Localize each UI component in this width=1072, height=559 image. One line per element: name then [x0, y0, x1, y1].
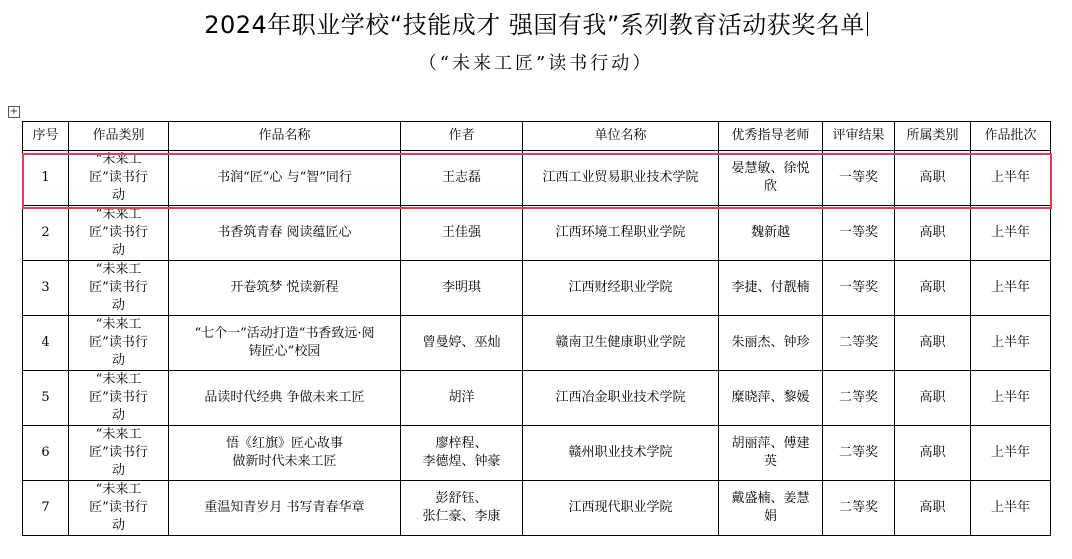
- cell-teacher: [719, 206, 823, 261]
- cell-author-line: 廖梓程、: [435, 436, 488, 451]
- cell-batch: 上半年: [971, 426, 1051, 481]
- header-cell: 评审结果: [823, 122, 895, 151]
- cell-teacher-line: 娟: [763, 509, 777, 524]
- cell-number: 3: [23, 261, 69, 316]
- table-row: [23, 371, 1051, 426]
- cell-author-line: 张仁豪、李康: [422, 509, 501, 524]
- cell-author: [401, 426, 523, 481]
- cell-author-line: 曾曼婷、巫灿: [422, 335, 501, 350]
- document-title: [0, 8, 1072, 42]
- cell-author-line: 彭舒钰、: [435, 491, 488, 506]
- cell-batch: 上半年: [971, 151, 1051, 206]
- cell-work-title: [169, 151, 401, 206]
- header-cell: 作品类别: [69, 122, 169, 151]
- cell-work-title-line: 铸匠心”校园: [248, 344, 321, 359]
- cell-unit: 江西工业贸易职业技术学院: [523, 151, 719, 206]
- cell-category-line: 动: [111, 243, 125, 258]
- cell-teacher-line: 朱丽杰、钟珍: [731, 335, 810, 350]
- table-row: [23, 206, 1051, 261]
- cell-category-line: 动: [111, 298, 125, 313]
- cell-teacher-line: 糜晓萍、黎媛: [731, 390, 810, 405]
- cell-batch: 上半年: [971, 316, 1051, 371]
- cell-number: 4: [23, 316, 69, 371]
- header-cell: 所属类别: [895, 122, 971, 151]
- cell-category: [69, 261, 169, 316]
- cell-category-line: “未来工: [95, 207, 142, 222]
- table-row: [23, 481, 1051, 536]
- cell-category: [69, 481, 169, 536]
- cell-result: 二等奖: [823, 371, 895, 426]
- cell-category-line: “未来工: [95, 262, 142, 277]
- cell-author-line: 胡洋: [448, 390, 475, 405]
- cell-author: [401, 261, 523, 316]
- cell-category-line: 动: [111, 408, 125, 423]
- table-row: [23, 426, 1051, 481]
- cell-batch: 上半年: [971, 206, 1051, 261]
- cell-work-title: [169, 371, 401, 426]
- cell-category-line: “未来工: [95, 152, 142, 167]
- cell-result: 一等奖: [823, 261, 895, 316]
- cell-unit: 江西冶金职业技术学院: [523, 371, 719, 426]
- table-row: [23, 316, 1051, 371]
- cell-number: 2: [23, 206, 69, 261]
- cell-work-title-line: 书香筑青春 阅读蕴匠心: [217, 225, 352, 240]
- cell-work-title: [169, 316, 401, 371]
- cell-category-line: 动: [111, 353, 125, 368]
- cell-work-title: [169, 261, 401, 316]
- cell-author-line: 李德煌、钟豪: [422, 454, 501, 469]
- table-row: [23, 261, 1051, 316]
- cell-type: 高职: [895, 206, 971, 261]
- header-cell: 作品名称: [169, 122, 401, 151]
- cell-teacher: [719, 481, 823, 536]
- cell-work-title-line: 重温知青岁月 书写青春华章: [204, 500, 365, 515]
- cell-category-line: “未来工: [95, 427, 142, 442]
- table-body: [23, 151, 1051, 536]
- cell-category-line: “未来工: [95, 372, 142, 387]
- cell-unit: 赣州职业技术学院: [523, 426, 719, 481]
- cell-unit: 赣南卫生健康职业学院: [523, 316, 719, 371]
- cell-category-line: 动: [111, 518, 125, 533]
- cell-category-line: 匠”读书行: [89, 335, 148, 350]
- cell-work-title: [169, 206, 401, 261]
- cell-author-line: 王佳强: [441, 225, 481, 240]
- cell-author: [401, 151, 523, 206]
- cell-teacher-line: 欣: [763, 179, 777, 194]
- cell-result: 一等奖: [823, 151, 895, 206]
- cell-teacher-line: 英: [763, 454, 777, 469]
- cell-type: 高职: [895, 261, 971, 316]
- cell-result: 二等奖: [823, 426, 895, 481]
- cell-category-line: 动: [111, 188, 125, 203]
- cell-category-line: 动: [111, 463, 125, 478]
- cell-category-line: 匠”读书行: [89, 170, 148, 185]
- cell-number: 6: [23, 426, 69, 481]
- cell-work-title-line: 做新时代未来工匠: [232, 454, 337, 469]
- cell-teacher: [719, 426, 823, 481]
- cell-work-title-line: 悟《红旗》匠心故事: [225, 436, 343, 451]
- cell-work-title-line: 书润“匠”心 与“智”同行: [217, 170, 352, 185]
- header-cell: 优秀指导老师: [719, 122, 823, 151]
- cell-teacher: [719, 261, 823, 316]
- cell-result: 二等奖: [823, 481, 895, 536]
- title-text: 2024年职业学校“技能成才 强国有我”系列教育活动获奖名单: [204, 11, 865, 39]
- cell-category-line: “未来工: [95, 482, 142, 497]
- cell-category-line: 匠”读书行: [89, 390, 148, 405]
- cell-teacher-line: 晏慧敏、徐悦: [731, 161, 810, 176]
- cell-author: [401, 481, 523, 536]
- cell-category-line: 匠”读书行: [89, 500, 148, 515]
- cell-category-line: 匠”读书行: [89, 280, 148, 295]
- header-cell: 单位名称: [523, 122, 719, 151]
- cell-category: [69, 151, 169, 206]
- cell-batch: 上半年: [971, 481, 1051, 536]
- header-cell: 序号: [23, 122, 69, 151]
- cell-teacher: [719, 371, 823, 426]
- cell-teacher-line: 魏新越: [750, 225, 790, 240]
- cell-author-line: 王志磊: [441, 170, 481, 185]
- cell-author-line: 李明琪: [441, 280, 481, 295]
- cell-author: [401, 206, 523, 261]
- cell-category-line: 匠”读书行: [89, 445, 148, 460]
- cell-number: 1: [23, 151, 69, 206]
- document-subtitle: （“未来工匠”读书行动）: [418, 53, 654, 74]
- cell-type: 高职: [895, 151, 971, 206]
- cell-unit: 江西环境工程职业学院: [523, 206, 719, 261]
- cell-category: [69, 426, 169, 481]
- cell-number: 7: [23, 481, 69, 536]
- cell-teacher-line: 胡丽萍、傅建: [731, 436, 810, 451]
- cell-category: [69, 371, 169, 426]
- cell-category: [69, 206, 169, 261]
- text-cursor: [867, 12, 868, 36]
- cell-teacher-line: 戴盛楠、姜慧: [731, 491, 810, 506]
- awards-table: [22, 121, 1051, 536]
- cell-author: [401, 316, 523, 371]
- cell-work-title: [169, 481, 401, 536]
- cell-unit: 江西现代职业学院: [523, 481, 719, 536]
- cell-type: 高职: [895, 481, 971, 536]
- cell-result: 二等奖: [823, 316, 895, 371]
- cell-work-title-line: 开卷筑梦 悦读新程: [230, 280, 339, 295]
- cell-type: 高职: [895, 426, 971, 481]
- header-cell: 作品批次: [971, 122, 1051, 151]
- cell-teacher: [719, 316, 823, 371]
- cell-work-title-line: 品读时代经典 争做未来工匠: [204, 390, 365, 405]
- cell-category: [69, 316, 169, 371]
- cell-batch: 上半年: [971, 261, 1051, 316]
- header-cell: 作者: [401, 122, 523, 151]
- cell-type: 高职: [895, 316, 971, 371]
- cell-category-line: 匠”读书行: [89, 225, 148, 240]
- cell-category-line: “未来工: [95, 317, 142, 332]
- cell-work-title: [169, 426, 401, 481]
- cell-teacher: [719, 151, 823, 206]
- cell-author: [401, 371, 523, 426]
- cell-work-title-line: “七个一”活动打造“书香致远·阅: [194, 326, 375, 341]
- cell-number: 5: [23, 371, 69, 426]
- table-move-handle-icon[interactable]: +: [9, 106, 19, 117]
- cell-batch: 上半年: [971, 371, 1051, 426]
- table-row: [23, 151, 1051, 206]
- table-header-row: [23, 122, 1051, 151]
- cell-unit: 江西财经职业学院: [523, 261, 719, 316]
- cell-teacher-line: 李捷、付靓楠: [731, 280, 810, 295]
- cell-type: 高职: [895, 371, 971, 426]
- cell-result: 一等奖: [823, 206, 895, 261]
